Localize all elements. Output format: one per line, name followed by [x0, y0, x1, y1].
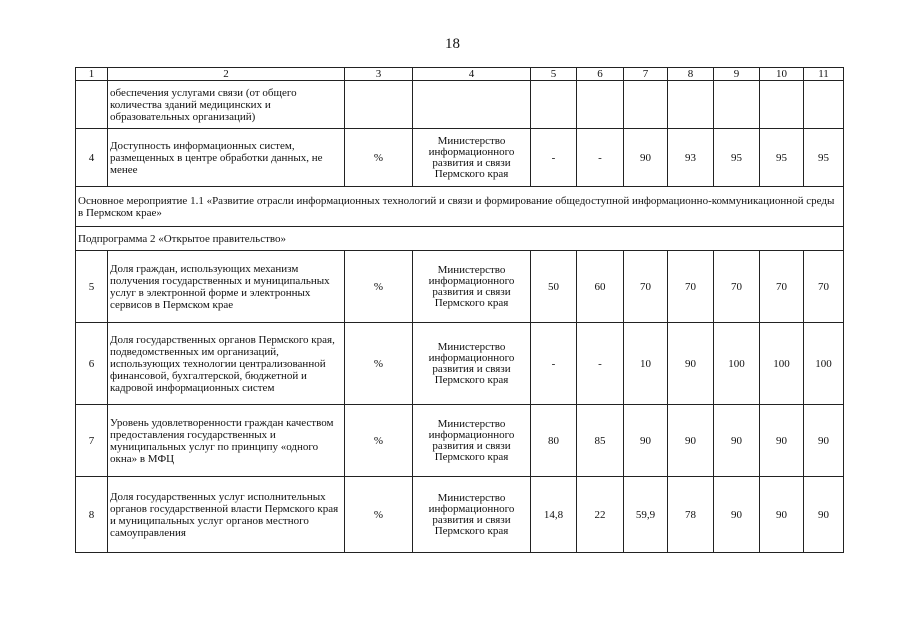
value-cell: 14,8 [531, 477, 577, 553]
unit-cell: % [345, 251, 413, 323]
row-number-cell: 6 [76, 323, 108, 405]
section-heading [76, 187, 844, 227]
value-cell: 90 [624, 405, 668, 477]
table-row [76, 251, 844, 323]
value-cell: 59,9 [624, 477, 668, 553]
empty-cell [345, 81, 413, 129]
unit-cell: % [345, 477, 413, 553]
empty-cell [804, 81, 844, 129]
page-number: 18 [445, 36, 460, 52]
subprogram-heading [76, 227, 844, 251]
subprogram-heading-text: Подпрограмма 2 «Открытое правительство» [76, 227, 844, 251]
responsible-org-cell: Министерство информационного развития и связи Пермского края [413, 405, 531, 477]
column-number-cell: 8 [668, 68, 714, 81]
value-cell: 100 [714, 323, 760, 405]
indicator-name-cell: обеспечения услугами связи (от общего количества зданий медицинских и образовательных организаций) [108, 81, 345, 129]
value-cell: 95 [804, 129, 844, 187]
empty-cell [577, 81, 624, 129]
unit-cell: % [345, 405, 413, 477]
value-cell: 95 [714, 129, 760, 187]
responsible-org-cell: Министерство информационного развития и связи Пермского края [413, 129, 531, 187]
empty-cell [413, 81, 531, 129]
row-number-cell: 7 [76, 405, 108, 477]
value-cell: 93 [668, 129, 714, 187]
value-cell: 90 [804, 405, 844, 477]
value-cell: 90 [714, 477, 760, 553]
column-number-cell: 7 [624, 68, 668, 81]
column-number-cell: 11 [804, 68, 844, 81]
value-cell: 70 [668, 251, 714, 323]
indicator-name-cell: Доля граждан, использующих механизм получения государственных и муниципальных услуг в электронной форме и электронных сервисов в Пермском крае [108, 251, 345, 323]
row-number-cell [76, 81, 108, 129]
value-cell: 80 [531, 405, 577, 477]
empty-cell [668, 81, 714, 129]
value-cell: 90 [760, 405, 804, 477]
value-cell: 90 [624, 129, 668, 187]
responsible-org-cell: Министерство информационного развития и связи Пермского края [413, 251, 531, 323]
table-row [76, 405, 844, 477]
value-cell: 90 [668, 323, 714, 405]
column-number-cell: 6 [577, 68, 624, 81]
value-cell: 70 [804, 251, 844, 323]
value-cell: 60 [577, 251, 624, 323]
row-number-cell: 4 [76, 129, 108, 187]
responsible-org-cell: Министерство информационного развития и связи Пермского края [413, 477, 531, 553]
column-number-cell: 5 [531, 68, 577, 81]
value-cell: 85 [577, 405, 624, 477]
column-number-cell: 9 [714, 68, 760, 81]
indicator-name-cell: Доля государственных органов Пермского края, подведомственных им организаций, использующих технологии централизованной финансовой, бухгалтерской, бюджетной и кадровой информационных систем [108, 323, 345, 405]
value-cell: 50 [531, 251, 577, 323]
empty-cell [531, 81, 577, 129]
column-number-row [76, 68, 844, 81]
unit-cell: % [345, 129, 413, 187]
value-cell: 78 [668, 477, 714, 553]
column-number-cell: 1 [76, 68, 108, 81]
value-cell: 22 [577, 477, 624, 553]
column-number-cell: 2 [108, 68, 345, 81]
value-cell: 10 [624, 323, 668, 405]
value-cell: - [577, 129, 624, 187]
value-cell: - [577, 323, 624, 405]
table-row-continued [76, 81, 844, 129]
value-cell: 70 [760, 251, 804, 323]
row-number-cell: 5 [76, 251, 108, 323]
value-cell: 70 [714, 251, 760, 323]
value-cell: 90 [760, 477, 804, 553]
value-cell: 90 [668, 405, 714, 477]
indicator-name-cell: Доля государственных услуг исполнительных органов государственной власти Пермского края и муниципальных услуг органов местного самоуправления [108, 477, 345, 553]
indicator-name-cell: Уровень удовлетворенности граждан качеством предоставления государственных и муниципальных услуг по принципу «одного окна» в МФЦ [108, 405, 345, 477]
column-number-cell: 4 [413, 68, 531, 81]
table-row [76, 323, 844, 405]
table-row [76, 129, 844, 187]
indicator-name-cell: Доступность информационных систем, размещенных в центре обработки данных, не менее [108, 129, 345, 187]
unit-cell: % [345, 323, 413, 405]
row-number-cell: 8 [76, 477, 108, 553]
value-cell: - [531, 129, 577, 187]
column-number-cell: 10 [760, 68, 804, 81]
table-row [76, 477, 844, 553]
column-number-cell: 3 [345, 68, 413, 81]
section-heading-text: Основное мероприятие 1.1 «Развитие отрасли информационных технологий и связи и формирование общедоступной информационно-коммуникационной среды в Пермском крае» [76, 187, 844, 227]
value-cell: 70 [624, 251, 668, 323]
empty-cell [714, 81, 760, 129]
empty-cell [624, 81, 668, 129]
responsible-org-cell: Министерство информационного развития и связи Пермского края [413, 323, 531, 405]
value-cell: 95 [760, 129, 804, 187]
value-cell: 100 [760, 323, 804, 405]
value-cell: 90 [714, 405, 760, 477]
value-cell: 100 [804, 323, 844, 405]
value-cell: - [531, 323, 577, 405]
empty-cell [760, 81, 804, 129]
value-cell: 90 [804, 477, 844, 553]
indicators-table [75, 67, 844, 553]
